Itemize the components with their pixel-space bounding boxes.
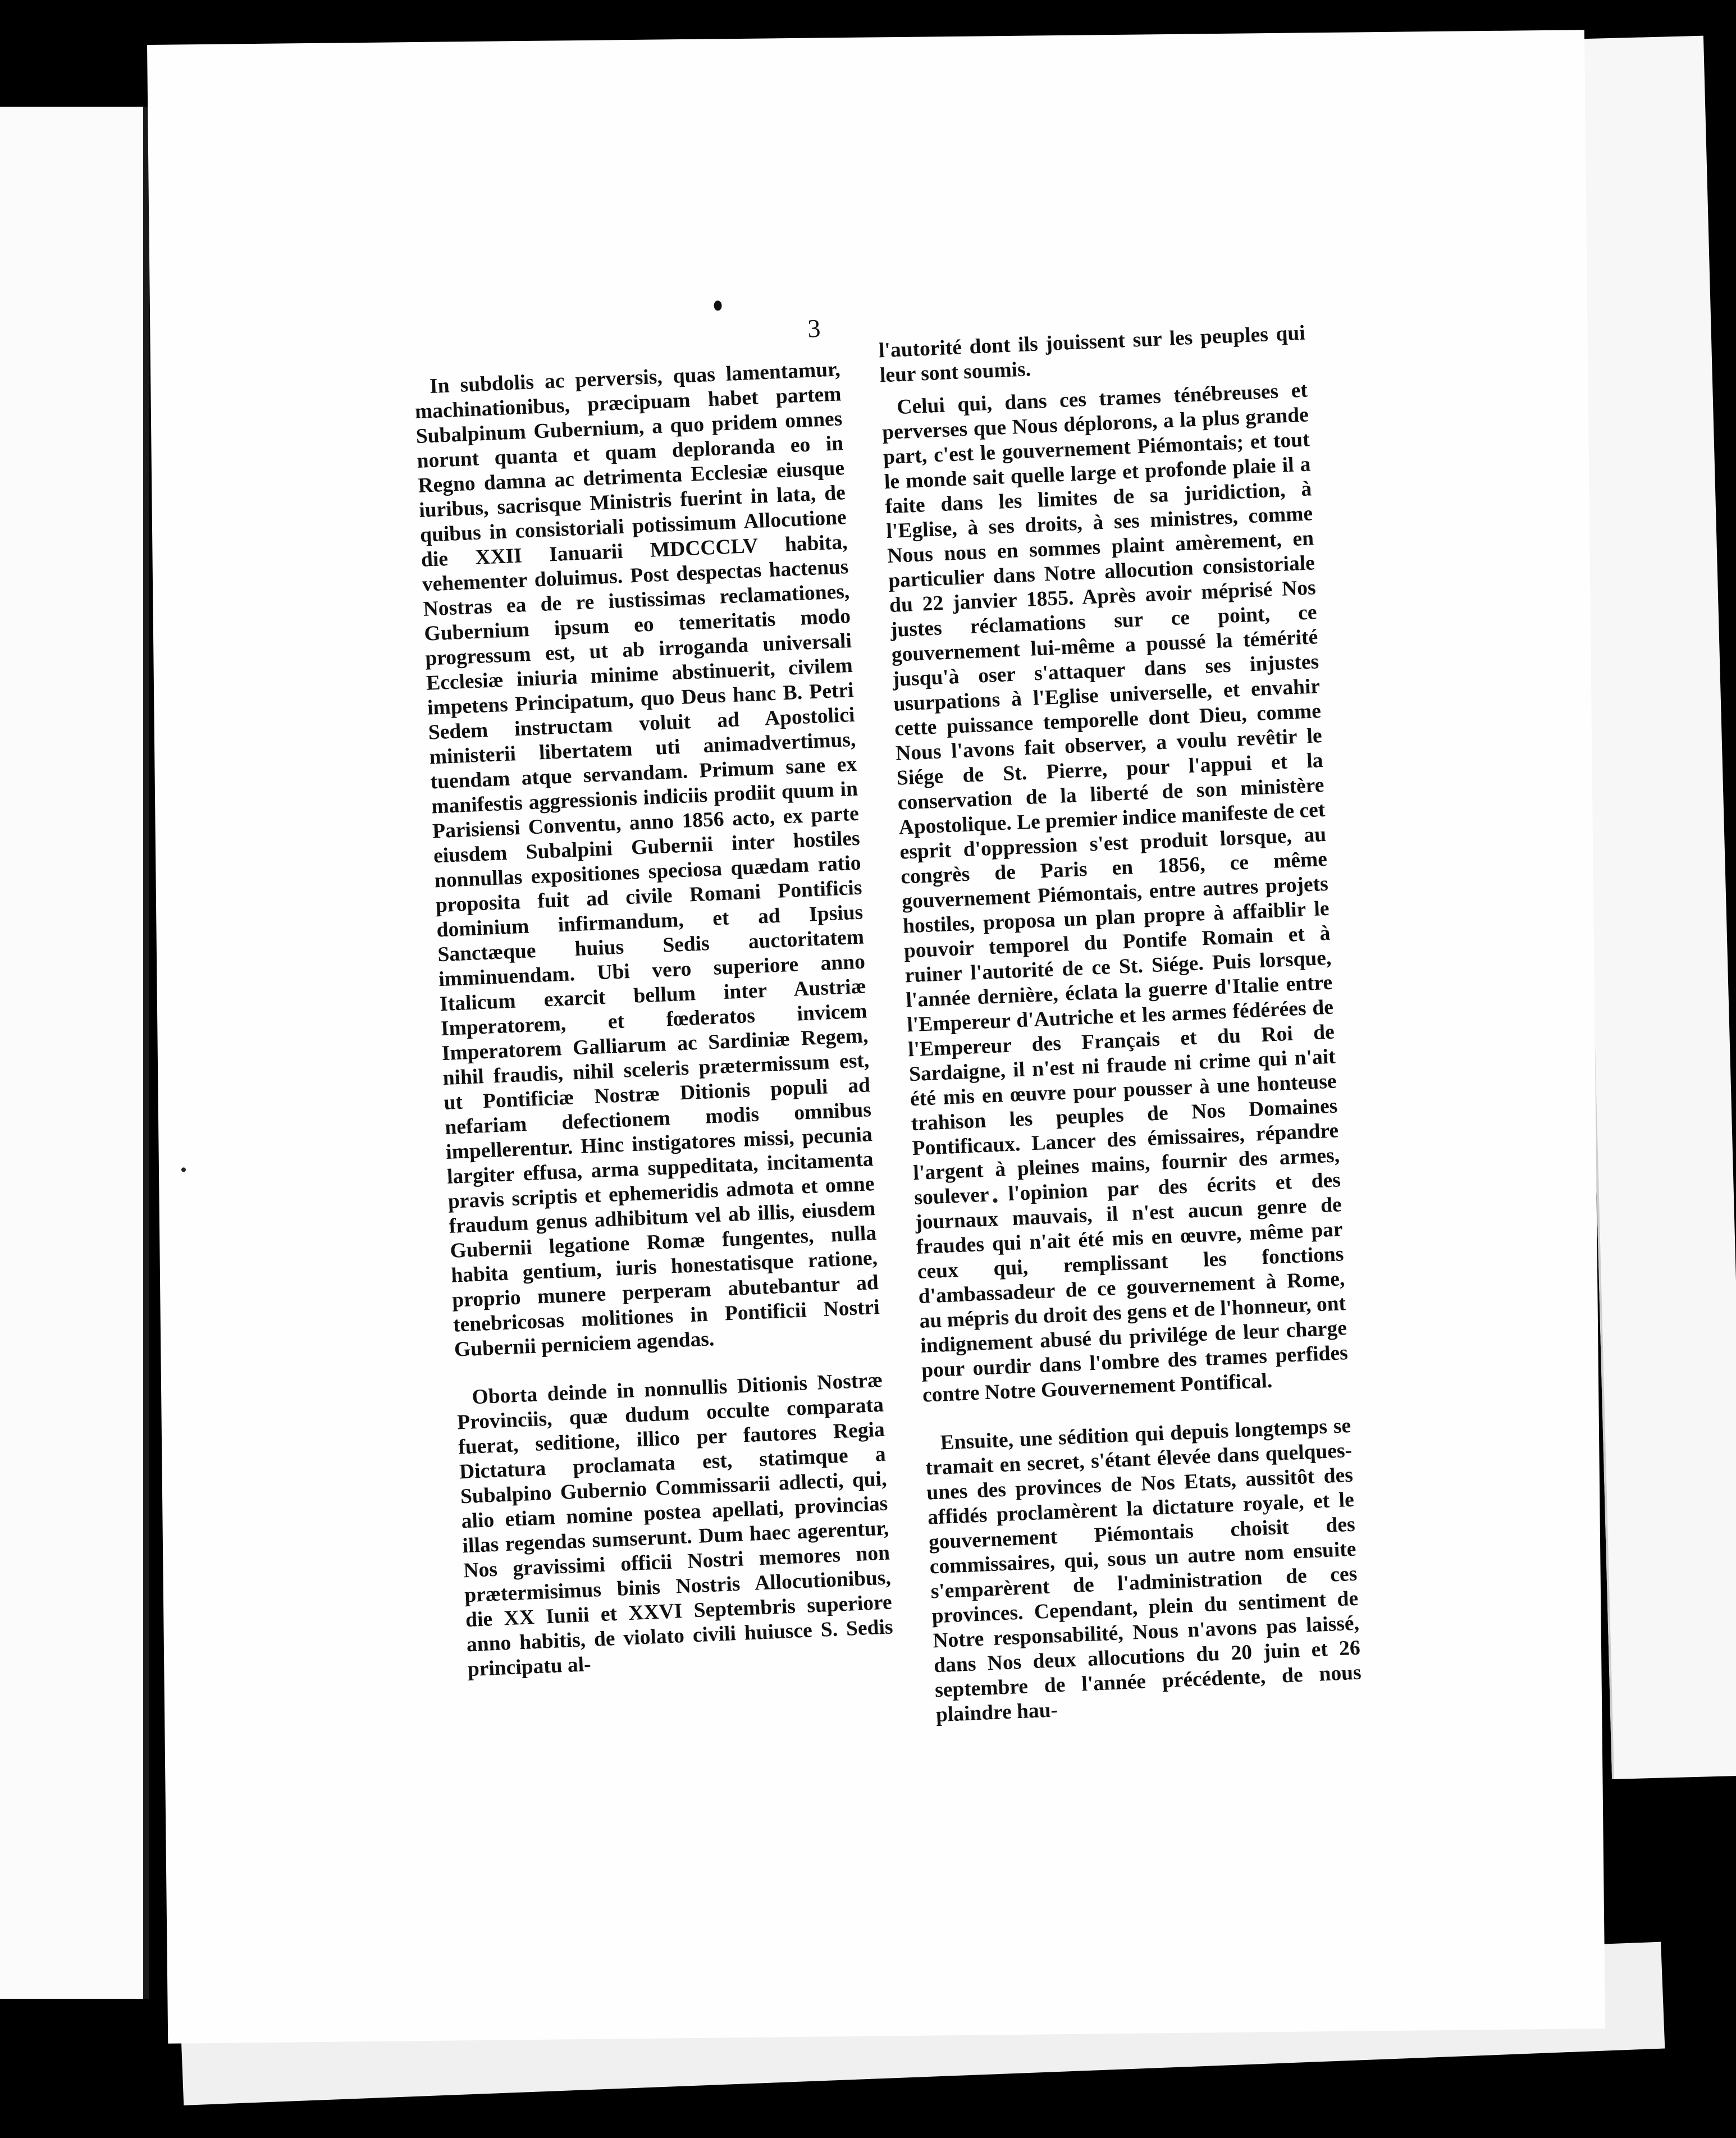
latin-paragraph: In subdolis ac perversis, quas lamentamur, machinationibus, præcipuam habet partem Subalpinum Gubernium, a quo pridem omnes norunt quanta et quam deploranda eo in Regno damna ac detrimenta Ecclesiæ eiusque iuribus, sacrisque Ministris fuerint in lata, de quibus in consistoriali potissimum Allocutione die XXII Ianuarii MDCCCLV habita, vehementer doluimus. Post despectas hactenus Nostras ea de re iustissimas reclamationes, Gubernium ipsum eo temeritatis modo progressum est, ut ab irroganda universali Ecclesiæ iniuria minime abstinuerit, civilem impetens Principatum, quo Deus hanc B. Petri Sedem instructam voluit ad Apostolici ministerii libertatem uti animadvertimus, tuendam atque servandam. Primum sane ex manifestis aggressionis indiciis prodiit quum in Parisiensi Conventu, anno 1856 acto, ex parte eiusdem Subalpini Gubernii inter hostiles nonnullas expositiones speciosa quædam ratio proposita fuit ad civile Romani Pontificis dominium infirmandum, et ad Ipsius Sanctæque huius Sedis auctoritatem imminuendam. Ubi vero superiore anno Italicum exarcit bellum inter Austriæ Imperatorem, et fœderatos invicem Imperatorem Galliarum ac Sardiniæ Regem, nihil fraudis, nihil sceleris prætermissum est, ut Pontificiæ Nostræ Ditionis populi ad nefariam defectionem modis omnibus impellerentur. Hinc instigatores missi, pecunia largiter effusa, arma suppeditata, incitamenta pravis scriptis et ephemeridis admota et omne fraudum genus adhibitum vel ab illis, eiusdem Gubernii legatione Romæ fungentes, nulla habita gentium, iuris honestatisque ratione, proprio munere perperam abutebantur ad tenebricosas molitiones in Pontificii Nostri Gubernii perniciem agendas. [414, 358, 880, 1362]
page-text-block [387, 252, 1402, 1751]
latin-paragraph: Oborta deinde in nonnullis Ditionis Nostræ Provinciis, quæ dudum occulte comparata fuerat, seditione, illico per fautores Regia Dictatura proclamata est, statimque a Subalpino Gubernio Commissarii adlecti, qui, alio etiam nomine postea apellati, provincias illas regendas sumserunt. Dum haec agerentur, Nos gravissimi officii Nostri memores non prætermisimus binis Nostris Allocutionibus, die XX Iunii et XXVI Septembris superiore anno habitis, de violato civili huiusce S. Sedis principatu al- [456, 1368, 894, 1682]
ink-speck [181, 1167, 186, 1172]
french-paragraph: Ensuite, une sédition qui depuis longtemps se tramait en secret, s'étant élevée dans quelques-unes des provinces de Nos Etats, aussitôt des affidés proclamèrent la dictature royale, et le gouvernement Piémontais choisit des commissaires, qui, sous un autre nom ensuite s'emparèrent de l'administration de ces provinces. Cependant, plein du sentiment de Notre responsabilité, Nous n'avons pas laissé, dans Nos deux allocutions du 20 juin et 26 septembre de l'année précédente, de nous plaindre hau- [925, 1414, 1362, 1727]
french-paragraph: Celui qui, dans ces trames ténébreuses et perverses que Nous déplorons, a la plus grande part, c'est le gouvernement Piémontais; et tout le monde sait quelle large et profonde plaie il a faite dans les limites de sa juridiction, à l'Eglise, à ses droits, à ses ministres, comme Nous nous en sommes plaint amèrement, en particulier dans Notre allocution consistoriale du 22 janvier 1855. Après avoir méprisé Nos justes réclamations sur ce point, ce gouvernement lui-même a poussé la témérité jusqu'à oser s'attaquer dans ses injustes usurpations à l'Eglise universelle, et envahir cette puissance temporelle dont Dieu, comme Nous l'avons fait observer, a voulu revêtir le Siége de St. Pierre, pour l'appui et la conservation de la liberté de son ministère Apostolique. Le premier indice manifeste de cet esprit d'oppression s'est produit lorsque, au congrès de Paris en 1856, ce même gouvernement Piémontais, entre autres projets hostiles, proposa un plan propre à affaiblir le pouvoir temporel du Pontife Romain et à ruiner l'autorité de ce St. Siége. Puis lorsque, l'année dernière, éclata la guerre d'Italie entre l'Empereur d'Autriche et les armes fédérées de l'Empereur des Français et du Roi de Sardaigne, il n'est ni fraude ni crime qui n'ait été mis en œuvre pour pousser à une honteuse trahison les peuples de Nos Domaines Pontificaux. Lancer des émissaires, répandre l'argent à pleines mains, fournir des armes, soulever l'opinion par des écrits et des journaux mauvais, il n'est aucun genre de fraudes qui n'ait été mis en œuvre, même par ceux qui, remplissant les fonctions d'ambassadeur de ce gouvernement à Rome, au mépris du droit des gens et de l'honneur, ont indignement abusé du privilége de leur charge pour ourdir dans l'ombre des trames perfides contre Notre Gouvernement Pontifical. [881, 378, 1349, 1407]
page-number: 3 [807, 313, 821, 343]
ink-mark [714, 300, 722, 311]
previous-page-edge [0, 107, 149, 1999]
latin-column [413, 357, 896, 1706]
french-paragraph: l'autorité dont ils jouissent sur les peuples qui leur sont soumis. [878, 321, 1306, 387]
french-column [878, 321, 1364, 1752]
